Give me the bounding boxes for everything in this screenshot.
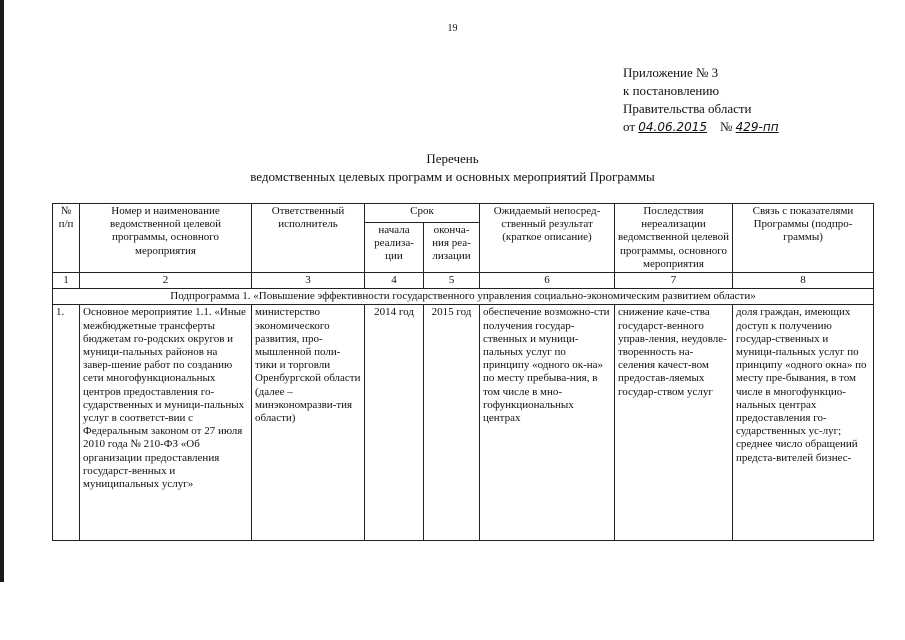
row-result: обеспечение возможно-сти получения государ-ственных и муници-пальных услуг по принципу «одного ок-на» по месту пребыва-ния, в том числе в мно-гофункциональных центрах	[480, 305, 615, 541]
scan-edge	[0, 0, 4, 640]
row-start: 2014 год	[365, 305, 424, 541]
annex-block	[623, 64, 779, 136]
column-number: 5	[424, 273, 480, 289]
subprogram-title: Подпрограмма 1. «Повышение эффективности государственного управления социально-экономическим развитием области»	[53, 289, 874, 305]
annex-resolution: к постановлению	[623, 83, 720, 98]
annex-number-value: 429-пп	[735, 120, 779, 134]
column-number: 6	[480, 273, 615, 289]
document-title	[0, 150, 905, 186]
column-number: 3	[252, 273, 365, 289]
header-name: Номер и наименование ведомственной целевой программы, основного мероприятия	[80, 204, 252, 273]
document-title-line2: ведомственных целевых программ и основных мероприятий Программы	[250, 169, 655, 184]
annex-government: Правительства области	[623, 101, 752, 116]
row-consequences: снижение каче-ства государст-венного управ-ления, неудовле-творенность на-селения качест-вом предостав-ляемых государ-ством услуг	[615, 305, 733, 541]
table-row	[53, 305, 874, 541]
page-number: 19	[447, 23, 458, 34]
row-executor: министерство экономического развития, про-мышленной поли-тики и торговли Оренбургской области (далее – минэкономразви-тия области)	[252, 305, 365, 541]
header-link: Связь с показателями Программы (подпро-граммы)	[733, 204, 874, 273]
programs-table	[52, 203, 874, 541]
table-header-row	[53, 204, 874, 223]
header-start: начала реализа-ции	[365, 223, 424, 273]
annex-number-prefix: №	[719, 119, 733, 134]
row-end: 2015 год	[424, 305, 480, 541]
header-end: оконча-ния реа-лизации	[424, 223, 480, 273]
header-executor: Ответственный исполнитель	[252, 204, 365, 273]
header-term: Срок	[365, 204, 480, 223]
column-number: 1	[53, 273, 80, 289]
row-num: 1.	[53, 305, 80, 541]
annex-date-value: 04.06.2015	[638, 120, 707, 134]
header-num: № п/п	[53, 204, 80, 273]
annex-date-prefix: от	[623, 119, 636, 134]
column-number: 7	[615, 273, 733, 289]
annex-title: Приложение № 3	[623, 65, 719, 80]
row-link: доля граждан, имеющих доступ к получению государ-ственных и муници-пальных услуг по принципу «одного окна» по месту пре-бывания, в том числе в многофункцио-нальных центрах предоставления го-сударственных ус-луг; среднее число обращений предста-вителей бизнес-	[733, 305, 874, 541]
page-bottom-margin	[0, 582, 905, 640]
row-name: Основное мероприятие 1.1. «Иные межбюджетные трансферты бюджетам го-родских округов и муници-пальных районов на завер-шение работ по созданию сети многофункциональных центров предоставления го-сударственных и муници-пальных услуг в соответст-вии с Федеральным законом от 27 июля 2010 года № 210-ФЗ «Об организации предоставления государст-венных и муниципальных услуг»	[80, 305, 252, 541]
subprogram-row	[53, 289, 874, 305]
header-consequences: Последствия нереализации ведомственной целевой программы, основного мероприятия	[615, 204, 733, 273]
document-title-line1: Перечень	[426, 151, 479, 166]
header-result: Ожидаемый непосред-ственный результат (краткое описание)	[480, 204, 615, 273]
column-number: 2	[80, 273, 252, 289]
column-number-row	[53, 273, 874, 289]
column-number: 8	[733, 273, 874, 289]
annex-date-line	[623, 118, 779, 136]
column-number: 4	[365, 273, 424, 289]
